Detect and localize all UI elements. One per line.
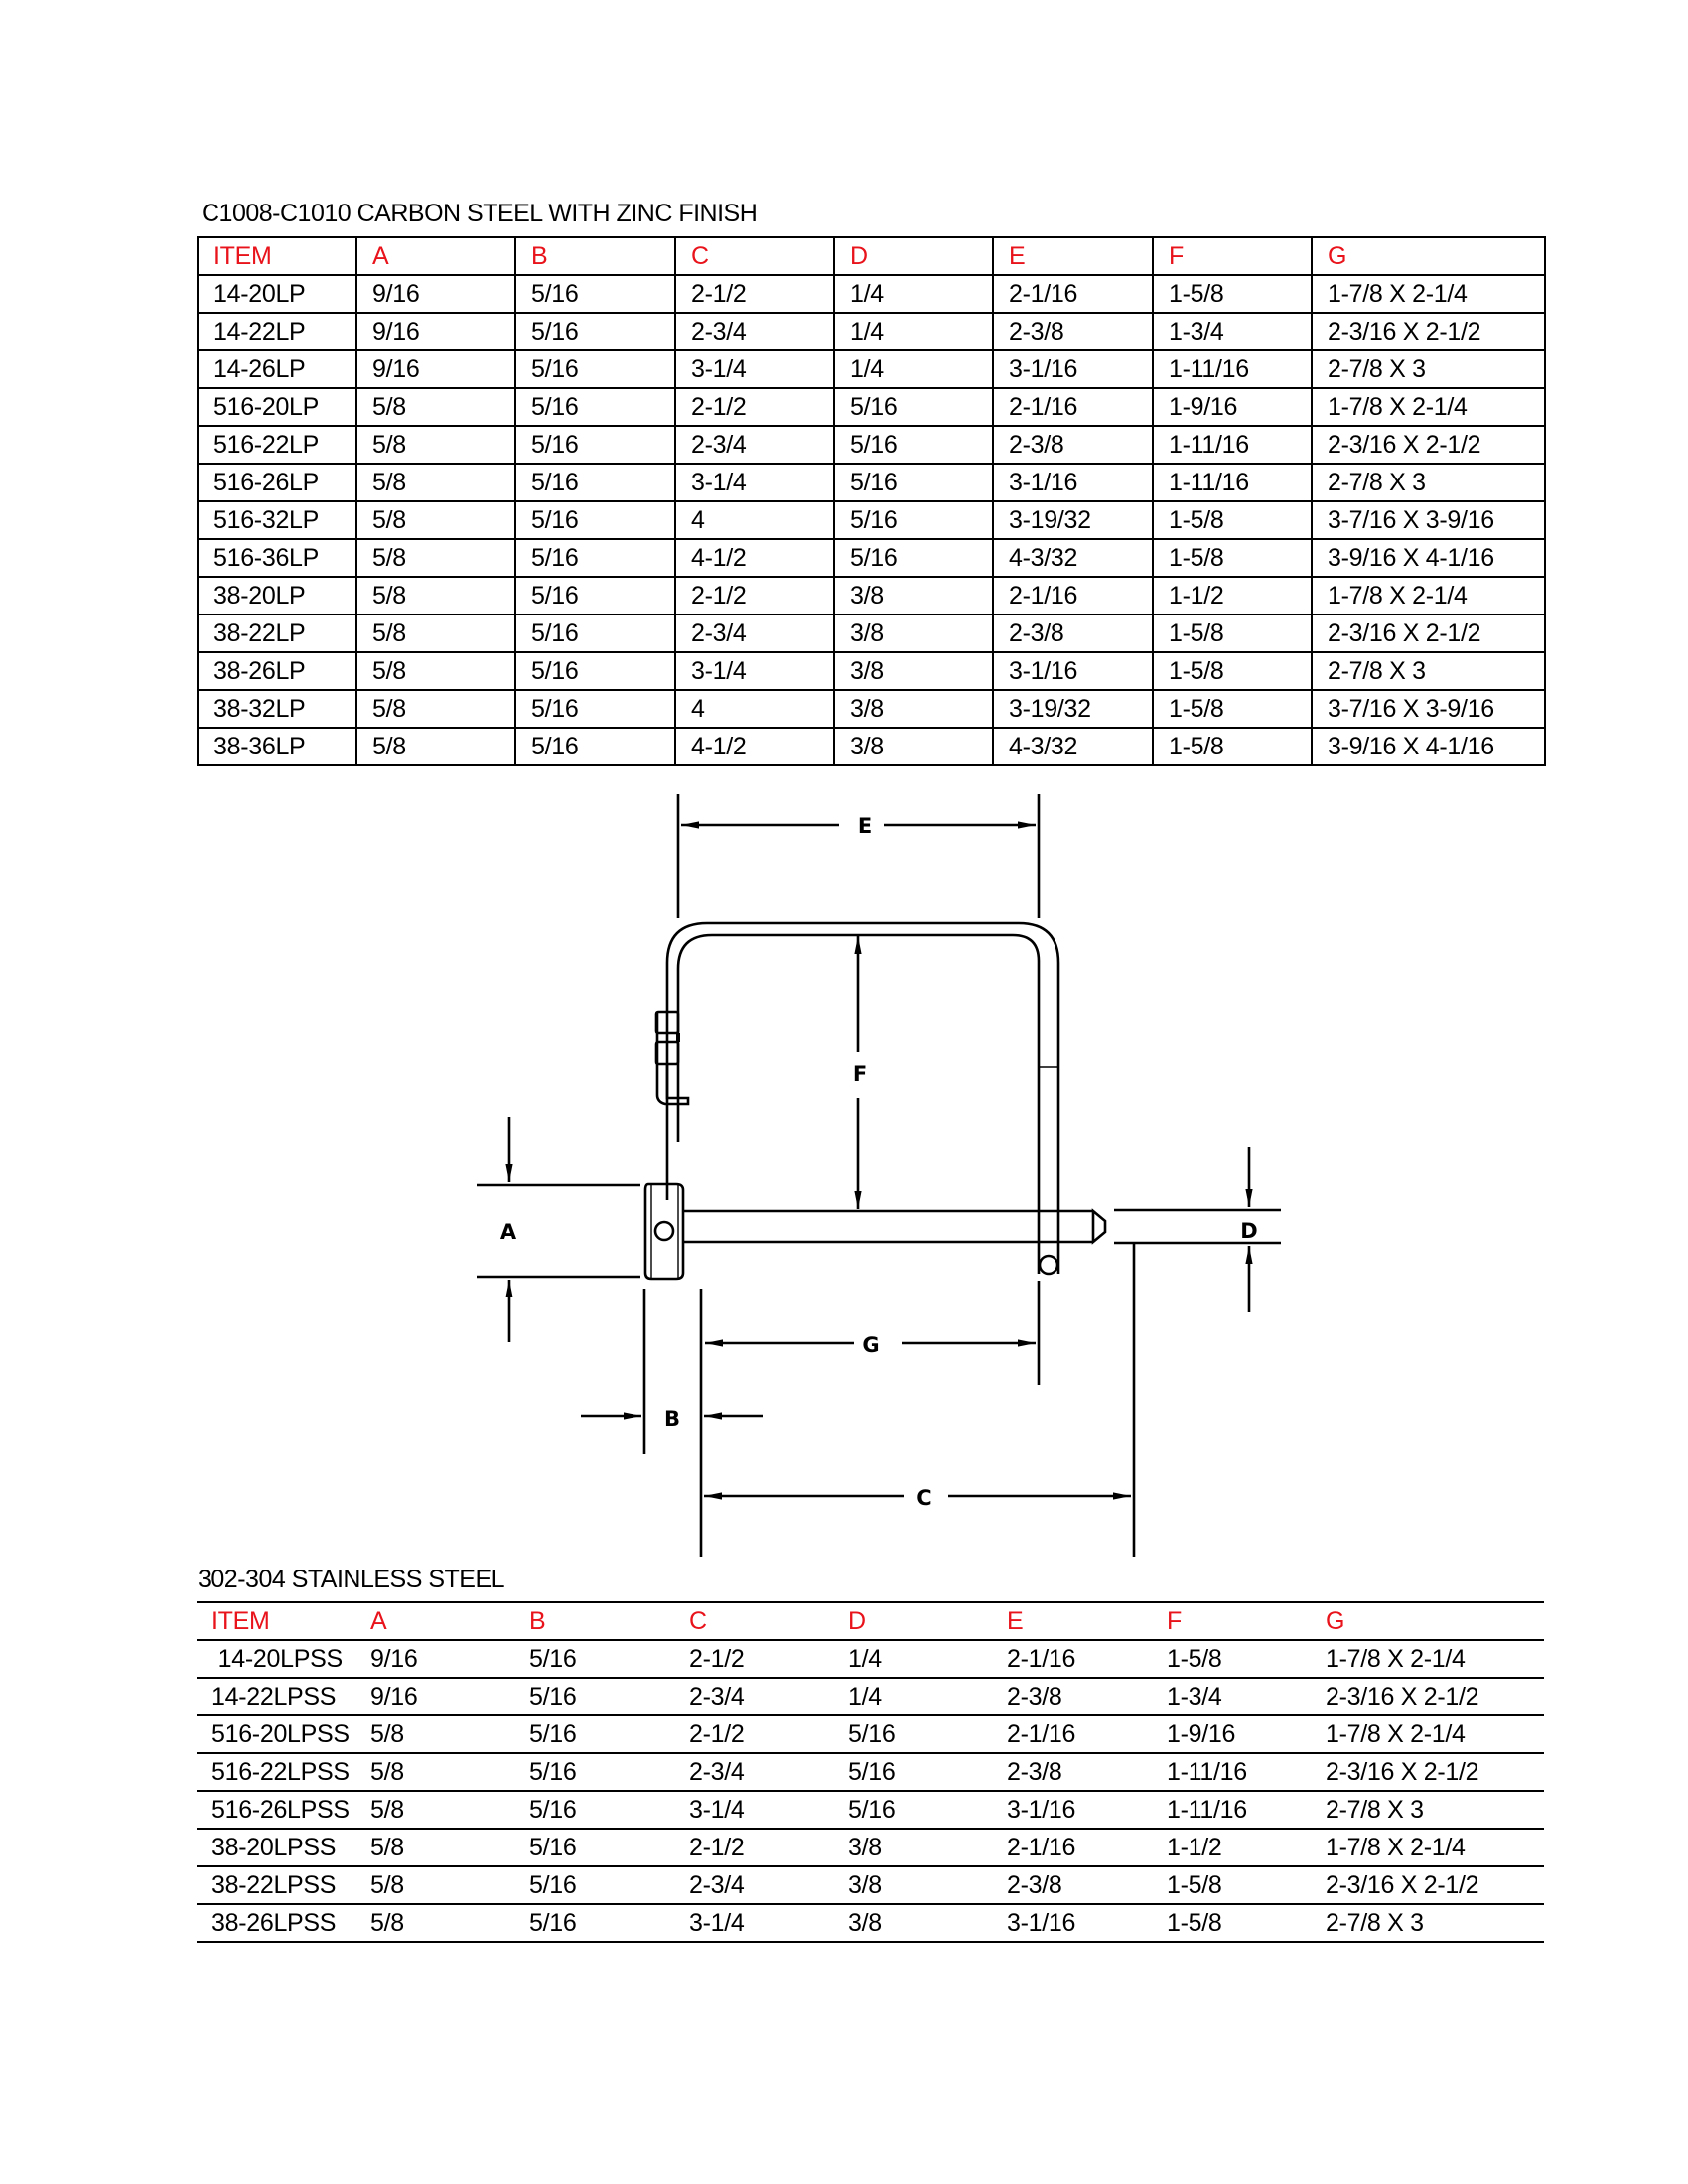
cell-e: 4-3/32 (993, 539, 1153, 577)
header-c: C (675, 237, 834, 275)
cell-d: 5/16 (834, 539, 993, 577)
cell-f: 1-3/4 (1153, 313, 1312, 350)
cell-a: 5/8 (355, 1829, 514, 1866)
cell-d: 1/4 (834, 275, 993, 313)
cell-e: 2-1/16 (993, 577, 1153, 614)
cell-d: 1/4 (833, 1678, 992, 1715)
table-row (197, 1829, 1544, 1866)
cell-g: 2-3/16 X 2-1/2 (1312, 426, 1545, 464)
cell-item: 516-32LP (198, 501, 356, 539)
cell-e: 2-1/16 (992, 1715, 1152, 1753)
cell-item: 38-22LPSS (197, 1866, 355, 1904)
cell-c: 2-3/4 (675, 426, 834, 464)
cell-g: 2-7/8 X 3 (1312, 350, 1545, 388)
cell-e: 2-3/8 (993, 614, 1153, 652)
table-row (197, 1678, 1544, 1715)
cell-d: 5/16 (834, 388, 993, 426)
cell-c: 4-1/2 (675, 728, 834, 765)
cell-e: 2-1/16 (992, 1829, 1152, 1866)
header-d: D (834, 237, 993, 275)
cell-e: 2-1/16 (992, 1640, 1152, 1678)
header-c: C (674, 1602, 833, 1640)
cell-d: 3/8 (834, 614, 993, 652)
cell-b: 5/16 (515, 350, 675, 388)
cell-item: 14-26LP (198, 350, 356, 388)
label-e: E (857, 814, 873, 838)
cell-g: 2-7/8 X 3 (1312, 652, 1545, 690)
cell-a: 5/8 (356, 690, 515, 728)
cell-item: 516-20LP (198, 388, 356, 426)
table-row (197, 1715, 1544, 1753)
cell-g: 1-7/8 X 2-1/4 (1311, 1640, 1544, 1678)
cell-c: 3-1/4 (674, 1904, 833, 1942)
header-item: ITEM (198, 237, 356, 275)
cell-g: 1-7/8 X 2-1/4 (1312, 577, 1545, 614)
cell-c: 2-1/2 (675, 388, 834, 426)
header-a: A (355, 1602, 514, 1640)
cell-d: 3/8 (833, 1829, 992, 1866)
cell-f: 1-5/8 (1153, 539, 1312, 577)
cell-g: 3-7/16 X 3-9/16 (1312, 501, 1545, 539)
cell-a: 5/8 (356, 614, 515, 652)
cell-item: 516-26LP (198, 464, 356, 501)
cell-b: 5/16 (515, 728, 675, 765)
cell-d: 5/16 (834, 464, 993, 501)
cell-c: 4 (675, 690, 834, 728)
cell-f: 1-5/8 (1153, 690, 1312, 728)
cell-d: 3/8 (833, 1904, 992, 1942)
cell-d: 3/8 (834, 577, 993, 614)
cell-d: 5/16 (833, 1791, 992, 1829)
cell-d: 1/4 (833, 1640, 992, 1678)
cell-a: 9/16 (356, 275, 515, 313)
cell-c: 2-1/2 (675, 275, 834, 313)
cell-d: 3/8 (833, 1866, 992, 1904)
cell-c: 2-3/4 (675, 614, 834, 652)
cell-a: 5/8 (355, 1866, 514, 1904)
cell-g: 2-3/16 X 2-1/2 (1312, 313, 1545, 350)
cell-f: 1-5/8 (1153, 728, 1312, 765)
cell-a: 5/8 (356, 577, 515, 614)
cell-g: 2-7/8 X 3 (1311, 1791, 1544, 1829)
cell-f: 1-9/16 (1152, 1715, 1311, 1753)
cell-e: 4-3/32 (993, 728, 1153, 765)
label-b: B (663, 1407, 681, 1431)
cell-a: 9/16 (356, 313, 515, 350)
cell-f: 1-5/8 (1153, 652, 1312, 690)
cell-e: 3-19/32 (993, 501, 1153, 539)
cell-d: 5/16 (834, 426, 993, 464)
cell-a: 9/16 (355, 1640, 514, 1678)
cell-b: 5/16 (515, 690, 675, 728)
cell-e: 2-3/8 (993, 313, 1153, 350)
cell-e: 2-3/8 (992, 1753, 1152, 1791)
cell-e: 3-1/16 (993, 350, 1153, 388)
cell-b: 5/16 (515, 426, 675, 464)
cell-g: 2-3/16 X 2-1/2 (1311, 1866, 1544, 1904)
cell-g: 3-9/16 X 4-1/16 (1312, 539, 1545, 577)
cell-c: 3-1/4 (675, 350, 834, 388)
header-f: F (1153, 237, 1312, 275)
cell-a: 9/16 (356, 350, 515, 388)
cell-b: 5/16 (515, 501, 675, 539)
cell-e: 2-1/16 (993, 388, 1153, 426)
cell-a: 5/8 (355, 1715, 514, 1753)
cell-item: 38-26LP (198, 652, 356, 690)
cell-item: 38-36LP (198, 728, 356, 765)
cell-b: 5/16 (515, 614, 675, 652)
cell-e: 2-1/16 (993, 275, 1153, 313)
header-b: B (515, 237, 675, 275)
cell-c: 2-1/2 (674, 1829, 833, 1866)
header-e: E (992, 1602, 1152, 1640)
carbon-steel-title: C1008-C1010 CARBON STEEL WITH ZINC FINISH (202, 200, 758, 227)
cell-c: 3-1/4 (674, 1791, 833, 1829)
cell-f: 1-11/16 (1152, 1791, 1311, 1829)
header-g: G (1312, 237, 1545, 275)
cell-item: 14-20LP (198, 275, 356, 313)
cell-g: 3-7/16 X 3-9/16 (1312, 690, 1545, 728)
header-d: D (833, 1602, 992, 1640)
header-a: A (356, 237, 515, 275)
cell-item: 14-22LP (198, 313, 356, 350)
cell-e: 2-3/8 (992, 1678, 1152, 1715)
cell-f: 1-1/2 (1152, 1829, 1311, 1866)
cell-d: 1/4 (834, 313, 993, 350)
cell-a: 9/16 (355, 1678, 514, 1715)
cell-f: 1-11/16 (1153, 464, 1312, 501)
cell-f: 1-5/8 (1153, 501, 1312, 539)
cell-b: 5/16 (515, 313, 675, 350)
table-header-row (197, 1602, 1544, 1640)
cell-a: 5/8 (355, 1791, 514, 1829)
stainless-steel-title: 302-304 STAINLESS STEEL (198, 1566, 505, 1593)
label-f: F (852, 1062, 868, 1086)
cell-d: 5/16 (833, 1715, 992, 1753)
cell-e: 3-1/16 (993, 464, 1153, 501)
table-row (197, 1904, 1544, 1942)
cell-b: 5/16 (515, 388, 675, 426)
table-row (197, 1753, 1544, 1791)
cell-a: 5/8 (355, 1753, 514, 1791)
cell-b: 5/16 (515, 577, 675, 614)
cell-item: 516-36LP (198, 539, 356, 577)
cell-g: 3-9/16 X 4-1/16 (1312, 728, 1545, 765)
cell-f: 1-11/16 (1153, 350, 1312, 388)
cell-b: 5/16 (515, 275, 675, 313)
cell-g: 1-7/8 X 2-1/4 (1312, 388, 1545, 426)
cell-f: 1-11/16 (1152, 1753, 1311, 1791)
cell-b: 5/16 (515, 464, 675, 501)
stainless-steel-table (197, 1601, 1544, 1943)
cell-item: 516-20LPSS (197, 1715, 355, 1753)
cell-b: 5/16 (514, 1866, 674, 1904)
cell-f: 1-3/4 (1152, 1678, 1311, 1715)
cell-b: 5/16 (514, 1678, 674, 1715)
cell-a: 5/8 (356, 388, 515, 426)
cell-d: 3/8 (834, 728, 993, 765)
cell-d: 1/4 (834, 350, 993, 388)
cell-c: 2-3/4 (674, 1753, 833, 1791)
cell-item: 38-32LP (198, 690, 356, 728)
cell-item: 14-20LPSS (197, 1640, 355, 1678)
cell-a: 5/8 (356, 652, 515, 690)
cell-e: 3-1/16 (993, 652, 1153, 690)
cell-f: 1-5/8 (1153, 614, 1312, 652)
cell-item: 516-26LPSS (197, 1791, 355, 1829)
cell-d: 5/16 (834, 501, 993, 539)
label-d: D (1240, 1219, 1258, 1243)
cell-f: 1-5/8 (1152, 1866, 1311, 1904)
cell-f: 1-5/8 (1153, 275, 1312, 313)
table-row (197, 1866, 1544, 1904)
cell-b: 5/16 (514, 1904, 674, 1942)
header-f: F (1152, 1602, 1311, 1640)
cell-c: 2-1/2 (675, 577, 834, 614)
cell-item: 38-20LP (198, 577, 356, 614)
header-e: E (993, 237, 1153, 275)
cell-a: 5/8 (355, 1904, 514, 1942)
cell-f: 1-11/16 (1153, 426, 1312, 464)
cell-a: 5/8 (356, 426, 515, 464)
cell-g: 1-7/8 X 2-1/4 (1311, 1829, 1544, 1866)
cell-f: 1-9/16 (1153, 388, 1312, 426)
cell-d: 3/8 (834, 690, 993, 728)
cell-g: 1-7/8 X 2-1/4 (1312, 275, 1545, 313)
cell-d: 3/8 (834, 652, 993, 690)
cell-c: 2-3/4 (674, 1678, 833, 1715)
cell-b: 5/16 (514, 1753, 674, 1791)
table-row (197, 1791, 1544, 1829)
cell-item: 516-22LPSS (197, 1753, 355, 1791)
cell-b: 5/16 (514, 1791, 674, 1829)
cell-b: 5/16 (514, 1715, 674, 1753)
cell-g: 1-7/8 X 2-1/4 (1311, 1715, 1544, 1753)
cell-e: 3-1/16 (992, 1904, 1152, 1942)
label-c: C (916, 1486, 932, 1510)
cell-c: 4-1/2 (675, 539, 834, 577)
header-b: B (514, 1602, 674, 1640)
cell-b: 5/16 (514, 1640, 674, 1678)
cell-f: 1-5/8 (1152, 1904, 1311, 1942)
cell-item: 38-20LPSS (197, 1829, 355, 1866)
cell-item: 14-22LPSS (197, 1678, 355, 1715)
cell-g: 2-3/16 X 2-1/2 (1311, 1753, 1544, 1791)
label-g: G (862, 1333, 880, 1357)
cell-c: 2-1/2 (674, 1640, 833, 1678)
cell-a: 5/8 (356, 539, 515, 577)
cell-item: 516-22LP (198, 426, 356, 464)
table-row (197, 1640, 1544, 1678)
cell-g: 2-7/8 X 3 (1311, 1904, 1544, 1942)
cell-c: 2-3/4 (674, 1866, 833, 1904)
cell-c: 4 (675, 501, 834, 539)
label-a: A (499, 1220, 517, 1244)
cell-e: 3-19/32 (993, 690, 1153, 728)
cell-c: 2-1/2 (674, 1715, 833, 1753)
cell-b: 5/16 (515, 539, 675, 577)
cell-f: 1-5/8 (1152, 1640, 1311, 1678)
cell-e: 3-1/16 (992, 1791, 1152, 1829)
cell-g: 2-3/16 X 2-1/2 (1312, 614, 1545, 652)
cell-g: 2-7/8 X 3 (1312, 464, 1545, 501)
cell-c: 2-3/4 (675, 313, 834, 350)
cell-a: 5/8 (356, 728, 515, 765)
cell-item: 38-22LP (198, 614, 356, 652)
cell-e: 2-3/8 (993, 426, 1153, 464)
cell-d: 5/16 (833, 1753, 992, 1791)
cell-e: 2-3/8 (992, 1866, 1152, 1904)
header-g: G (1311, 1602, 1544, 1640)
cell-item: 38-26LPSS (197, 1904, 355, 1942)
cell-b: 5/16 (514, 1829, 674, 1866)
cell-f: 1-1/2 (1153, 577, 1312, 614)
cell-a: 5/8 (356, 501, 515, 539)
cell-c: 3-1/4 (675, 464, 834, 501)
cell-a: 5/8 (356, 464, 515, 501)
header-item: ITEM (197, 1602, 355, 1640)
cell-c: 3-1/4 (675, 652, 834, 690)
cell-g: 2-3/16 X 2-1/2 (1311, 1678, 1544, 1715)
cell-b: 5/16 (515, 652, 675, 690)
